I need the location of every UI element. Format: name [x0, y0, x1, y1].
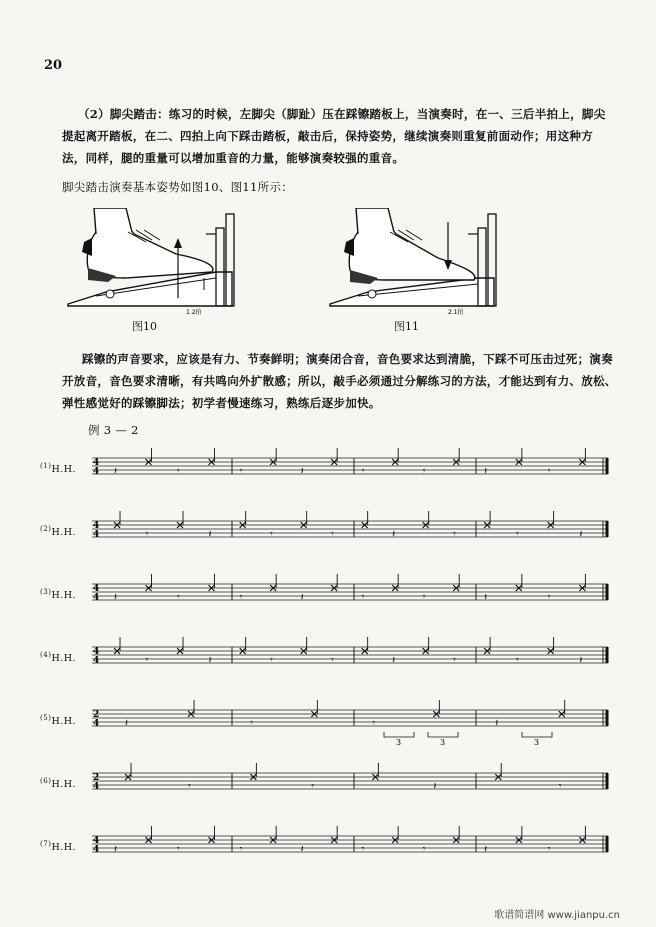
rest: 𝄾 — [145, 529, 149, 540]
rest: 𝄾 — [422, 592, 426, 603]
rest: 𝄾 — [145, 655, 149, 666]
rest: 𝄾 — [331, 655, 334, 666]
time-signature-bottom: 4 — [93, 593, 100, 603]
tuplet-bracket — [522, 732, 552, 737]
rest: 𝄾 — [558, 781, 562, 792]
page-number: 20 — [44, 58, 63, 73]
exercise-staff — [92, 450, 612, 502]
rest: 𝄾 — [270, 655, 273, 666]
rest: 𝄾 — [331, 529, 334, 540]
exercise-staff — [92, 828, 612, 880]
rest: 𝄾 — [361, 844, 365, 855]
exercise-staff — [92, 576, 612, 628]
paragraph-figure-intro: 脚尖踏击演奏基本姿势如图10、图11所示： — [62, 180, 294, 194]
rest: 𝄾 — [547, 466, 551, 477]
rest: 𝄾 — [547, 844, 551, 855]
tuplet-number: 3 — [396, 738, 402, 747]
time-signature-bottom: 4 — [93, 845, 100, 855]
site-watermark: 歌谱简谱网 www.jianpu.cn — [494, 910, 620, 921]
rest: 𝄾 — [177, 592, 180, 603]
exercise-staff — [92, 765, 612, 817]
rest: 𝄾 — [361, 466, 365, 477]
rest: 𝄾 — [188, 781, 191, 792]
figure-11-caption: 图11 — [394, 320, 419, 333]
rest: 𝄽 — [300, 844, 304, 855]
plate-label: 2.1拍 — [448, 309, 464, 316]
rest: 𝄽 — [208, 655, 212, 666]
rest: 𝄾 — [270, 529, 273, 540]
tuplet-bracket — [384, 732, 414, 737]
rest: 𝄾 — [311, 781, 315, 792]
tuplet-bracket — [428, 732, 458, 737]
paragraph-toe-technique: （2）脚尖踏击：练习的时候，左脚尖（脚趾）压在踩镲踏板上，当演奏时，在一、三后半拍上，脚尖提起离开踏板，在二、四拍上向下踩击踏板，敲击后，保持姿势，继续演奏则重复前面动作；用这种方法，同样，腿的重量可以增加重音的力量，能够演奏较强的重音。 — [62, 107, 606, 165]
plate-label: 1.2拍 — [186, 309, 202, 316]
rest: 𝄽 — [433, 781, 437, 792]
figure-10 — [66, 208, 246, 318]
tuplet-number: 3 — [534, 738, 540, 747]
rest: 𝄽 — [114, 844, 118, 855]
exercise-staff — [92, 513, 612, 565]
rest: 𝄽 — [484, 844, 488, 855]
figure-11 — [328, 208, 508, 318]
rest: 𝄽 — [300, 466, 304, 477]
rest: 𝄽 — [579, 655, 583, 666]
rest: 𝄾 — [515, 655, 519, 666]
rest: 𝄽 — [484, 466, 488, 477]
time-signature-top: 4 — [93, 836, 100, 846]
exercise-label: $^{(1)}$H.H. — [40, 462, 77, 476]
time-signature-top: 4 — [93, 458, 100, 468]
rest: 𝄽 — [392, 655, 396, 666]
exercise-label: $^{(6)}$H.H. — [40, 777, 77, 791]
rest: 𝄾 — [177, 844, 180, 855]
rest: 𝄾 — [239, 844, 243, 855]
rest: 𝄽 — [125, 718, 129, 729]
rest: 𝄽 — [392, 529, 396, 540]
exercise-label: $^{(3)}$H.H. — [40, 588, 77, 602]
exercise-label: $^{(5)}$H.H. — [40, 714, 77, 728]
rest: 𝄾 — [361, 592, 365, 603]
time-signature-top: 2 — [93, 773, 100, 783]
paragraph-sound-requirements: 踩镲的声音要求，应该是有力、节奏鲜明；演奏闭合音，音色要求达到清脆，下踩不可压击过死；演奏开放音，音色要求清晰，有共鸣向外扩散感；所以，敲手必须通过分解练习的方法，才能达到有力、放松、弹性感觉好的踩镲脚法；初学者慢速练习，熟练后逐步加快。 — [62, 352, 617, 410]
rest: 𝄾 — [239, 592, 243, 603]
time-signature-bottom: 4 — [93, 719, 100, 729]
figure-10-caption: 图10 — [132, 320, 157, 333]
time-signature-bottom: 4 — [93, 656, 100, 666]
time-signature-bottom: 4 — [93, 530, 100, 540]
rest: 𝄽 — [114, 592, 118, 603]
time-signature-bottom: 4 — [93, 782, 100, 792]
rest: 𝄾 — [372, 718, 376, 729]
exercise-label: $^{(2)}$H.H. — [40, 525, 77, 539]
rest: 𝄽 — [300, 592, 304, 603]
exercise-staff — [92, 639, 612, 691]
time-signature-top: 4 — [93, 647, 100, 657]
exercise-label: $^{(7)}$H.H. — [40, 840, 77, 854]
rest: 𝄾 — [422, 844, 426, 855]
example-label: 例 3 — 2 — [88, 423, 139, 437]
exercise-staff — [92, 702, 612, 754]
time-signature-top: 2 — [93, 710, 100, 720]
rest: 𝄾 — [515, 529, 519, 540]
time-signature-top: 4 — [93, 521, 100, 531]
time-signature-top: 4 — [93, 584, 100, 594]
rest: 𝄾 — [547, 592, 551, 603]
rest: 𝄽 — [484, 592, 488, 603]
rest: 𝄾 — [453, 529, 456, 540]
rest: 𝄾 — [453, 655, 456, 666]
rest: 𝄽 — [114, 466, 118, 477]
rest: 𝄾 — [177, 466, 180, 477]
exercise-label: $^{(4)}$H.H. — [40, 651, 77, 665]
rest: 𝄽 — [208, 529, 212, 540]
rest: 𝄾 — [422, 466, 426, 477]
time-signature-bottom: 4 — [93, 467, 100, 477]
rest: 𝄾 — [239, 466, 243, 477]
tuplet-number: 3 — [440, 738, 446, 747]
rest: 𝄾 — [250, 718, 254, 729]
rest: 𝄽 — [579, 529, 583, 540]
rest: 𝄽 — [495, 718, 499, 729]
